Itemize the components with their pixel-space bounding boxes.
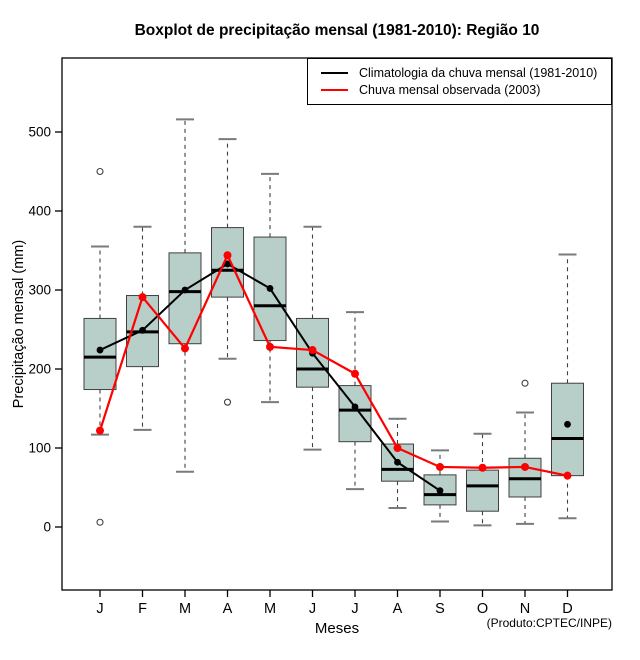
boxplot-month-9 xyxy=(467,434,499,526)
x-tick-label: J xyxy=(308,601,317,617)
data-point xyxy=(394,444,402,452)
x-tick-label: S xyxy=(435,601,445,617)
climatology-line xyxy=(97,261,571,495)
x-tick-label: J xyxy=(96,601,104,617)
data-point xyxy=(479,464,487,472)
x-axis xyxy=(96,590,572,617)
data-point xyxy=(182,287,189,294)
outlier-point xyxy=(97,169,103,175)
outlier-point xyxy=(225,399,231,405)
data-point xyxy=(309,346,317,354)
data-point xyxy=(266,343,274,351)
data-point xyxy=(521,463,529,471)
data-point xyxy=(564,421,571,428)
x-tick-label: A xyxy=(392,601,403,617)
boxplot-month-6 xyxy=(339,312,371,489)
y-axis xyxy=(28,125,62,535)
legend-label: Chuva mensal observada (2003) xyxy=(359,82,541,97)
legend-item-climatology xyxy=(321,67,611,80)
chart-title: Boxplot de precipitação mensal (1981-2010): Região 10 xyxy=(134,22,540,39)
legend-label: Climatologia da chuva mensal (1981-2010) xyxy=(359,66,598,80)
y-tick-label: 100 xyxy=(28,440,51,456)
outlier-point xyxy=(97,519,103,525)
x-tick-label: M xyxy=(263,601,277,617)
box xyxy=(84,318,116,389)
data-point xyxy=(437,487,444,494)
x-tick-label: M xyxy=(178,601,192,617)
data-point xyxy=(351,370,359,378)
outlier-point xyxy=(522,380,528,386)
y-tick-label: 500 xyxy=(28,124,51,140)
x-tick-label: J xyxy=(351,601,359,617)
y-tick-label: 200 xyxy=(28,361,51,377)
legend-item-observed xyxy=(321,84,611,97)
data-point xyxy=(139,327,146,334)
box xyxy=(552,383,584,475)
boxplot-month-10 xyxy=(509,380,541,524)
data-point xyxy=(436,463,444,471)
x-tick-label: A xyxy=(222,601,233,617)
data-point xyxy=(224,251,232,259)
data-point xyxy=(139,293,147,301)
boxplot-month-2 xyxy=(169,119,201,471)
y-tick-label: 300 xyxy=(28,282,51,298)
x-tick-label: O xyxy=(476,601,489,617)
y-tick-label: 400 xyxy=(28,203,51,219)
data-point xyxy=(267,285,274,292)
x-tick-label: D xyxy=(562,601,573,617)
data-point xyxy=(97,347,104,354)
x-tick-label: F xyxy=(138,601,147,617)
box xyxy=(169,253,201,344)
box xyxy=(467,470,499,511)
data-point xyxy=(352,404,359,411)
observed-line xyxy=(96,251,572,479)
credit-text: (Produto:CPTEC/INPE) xyxy=(486,616,612,630)
legend xyxy=(307,58,612,105)
x-axis-title: Meses xyxy=(314,620,360,637)
data-point xyxy=(564,472,572,480)
data-point xyxy=(96,427,104,435)
x-tick-label: N xyxy=(519,601,531,617)
boxes-layer xyxy=(84,119,584,525)
boxplot-month-5 xyxy=(297,227,329,450)
data-point xyxy=(181,344,189,352)
boxplot-month-3 xyxy=(212,139,244,405)
climatology-line-swatch xyxy=(321,72,348,74)
y-tick-label: 0 xyxy=(43,519,51,535)
y-axis-title: Precipitação mensal (mm) xyxy=(11,239,27,409)
data-point xyxy=(394,459,401,466)
observed-line-swatch xyxy=(321,89,348,91)
